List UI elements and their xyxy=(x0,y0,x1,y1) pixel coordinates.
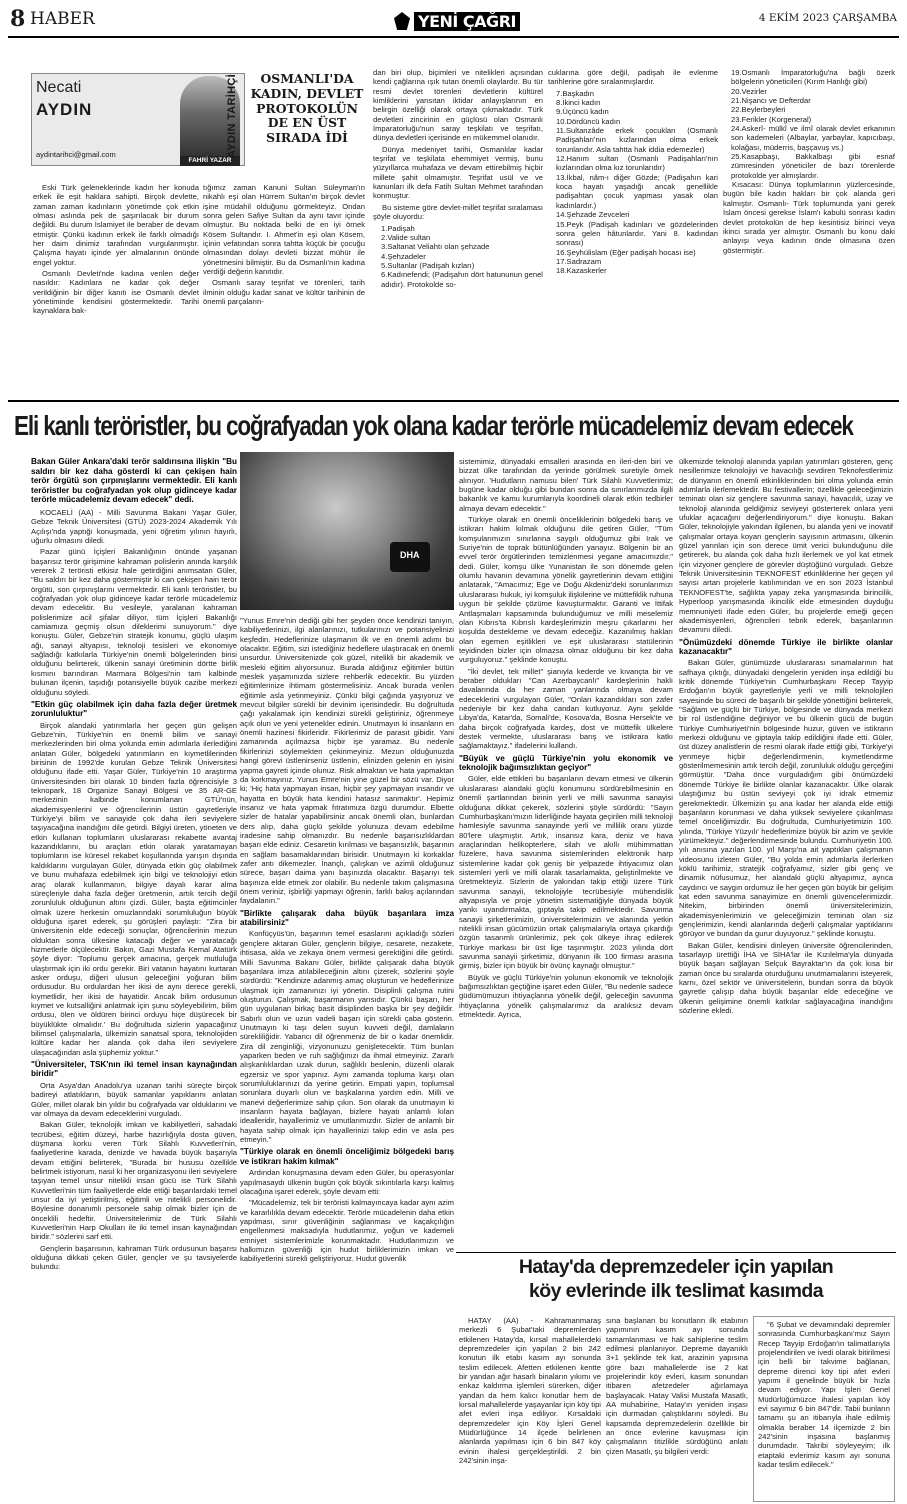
column-body-col2: tığımız zaman Kanuni Sultan Süleyman'ın nikahlı eşi olan Hürrem Sultan'ın birçok devlet işine müdahil olduğunu görmekteyiz. Ondan sonra gelen Safiye Sultan da aynı tavır içinde olmuştur. Bu noktada belki de en iyi örnek Kösem Sultandır. I. Ahmet'in eşi olan Kösem, içinin vefatından sonra tahtta küçük bir çocuğu olmasından dolayı devleti bizzat mühür ile yönetmesini bilmiştir. Bu da Osmanlı'nın kadına verdiği değerin kanıtıdır. Osmanlı saray teşrifat ve törenleri, tarih ilminin olduğu kadar sanat ve kültür tarihinin de önemli parçaların- xyxy=(203,183,365,307)
second-article-col1: HATAY (AA) - Kahramanmaraş merkezli 6 Şubat'taki depremlerden etkilenen Hatay'da, kırsal mahallelerdeki depremzedeler için yapılan 2 bin 242 konutun ilk etabı kasım ayı sonunda teslim edilecek. Afetten etkilenen kentte bir yandan ağır hasarlı binaların yıkımı ve enkaz kaldırma işlemleri sürerken, diğer yandan da hem kalıcı konutlar hem de kırsal mahallelerde yaşayanlar için köy tipi afet evleri inşa ediliyor. Kırsaldaki depremzedeler için Köy İşleri Genel Müdürlüğünce 14 ilçede belirlenen alanlarda yapılması için 6 bin 847 köy evinin ihalesi gerçekleştirildi. 2 bin 242'sinin inşa- xyxy=(459,1316,601,1466)
article-col1: Bakan Güler Ankara'daki terör saldırısına ilişkin "Bu saldırı bir kez daha gösterdi ki can çekişen hain terör örgütü son çırpınışlarını vermektedir. Eli kanlı teröristler bu coğrafyadan yok olup gidinceye kadar terörle mücadelemiz devam edecek" dedi. KOCAELİ (AA) - Milli Savunma Bakanı Yaşar Güler, Gebze Teknik Üniversitesi (GTÜ) 2023-2024 Akademik Yılı Açılışı'nda yaptığı konuşmada, yeni öğretim yılının hayırlı, uğurlu olmasını diledi. Pazar günü İçişleri Bakanlığının önünde yaşanan başarısız terör girişimine kahraman polislerin anında karşılık vererek 2 teröristi etkisiz hale getirdiğini anımsatan Güler, "Bu saldırı bir kez daha göstermiştir ki can çekişen hain terör örgütü, son çırpınışlarını vermektedir. Eli kanlı teröristler, bu coğrafyadan yok olup gidinceye kadar terörle mücadelemiz devam edecektir. Bu vesileyle, yaralanan kahraman polislerimize acil şifalar diliyor, tüm İçişleri Bakanlığı camiamıza geçmiş olsun dileklerimi sunuyorum." diye konuştu. Güler, Gebze'nin stratejik konumu, güçlü ulaşım ağı, sanayi altyapısı, teknoloji tesisleri ve ekonomiye sağladığı katkılarla Türkiye'nin önemli bölgelerinden birisi olduğunu belirterek, ülkenin sanayi üretiminin dörtte birlik kısmını barındıran Marmara Bölgesi'nin tam kalbinde bulunan ilçenin, taşıdığı potansiyelle büyük cazibe merkezi olduğunu söyledi. "Etkin güç olabilmek için daha fazla değer üretmek zorunluluktur" Birçok alandaki yatırımlarla her geçen gün gelişen Gebze'nin, Türkiye'nin en önemli bilim ve sanayi merkezlerinden biri olma yolunda emin adımlarla ilerlediğini anlatan Güler, bölgedeki yatırımların en kıymetlilerinden birisinin de 1992'de kurulan Gebze Teknik Üniversitesi olduğunu ifade etti. Yaşar Güler, Türkiye'nin 10 araştırma üniversitesinden biri olarak 10 binden fazla öğrencisiyle 3 teknopark, 18 Organize Sanayi Bölgesi ve 35 AR-GE merkezinin kalbinde konumlanan GTÜ'nün, akademisyenlerini ve öğrencilerinin üstün gayretleriyle Türkiye'yi bilim ve sanayide çok daha ileri seviyelere taşıyacağına inandığını dile getirdi. Bilgiyi üreten, yöneten ve etkin kullanan toplumların uluslararası rekabette avantaj kazandıklarını, bu araçları etkin olarak yaratamayan toplumların ise küresel rekabet koşullarında yarışın dışında kaldıklarını vurgulayan Güler, dünyada etkin güç olabilmek ve bunu muhafaza edebilmek için bilgi ve teknolojiyi etkin araç olarak kullanmanın, bilgiye dayalı karar alma süreçleriyle daha fazla değer üretmenin, artık tercih değil zorunluluk olduğunun altını çizdi. Güler, başta eğitimcinler olmak üzere herkesin omuzlarındaki sorumluluğun büyük olduğuna işaret ederek, şu görüşleri paylaştı: "Zira bir üniversitenin elde edeceği sonuçlar, öğrencilerinin mezun olduktan sonra ülkesine katacağı değer ve yaratacağı hizmetlerle ölçülecektir. Bakın, Gazi Mustafa Kemal Atatürk şöyle diyor: 'Toplumu gerçek amacına, gerçek mutluluğa ulaştırmak için iki ordu gerekir. Biri vatanın hayatını kurtaran asker orduşu, diğeri ulusun geleceğini yoğuran bilim ordusudur. Bu ordulardan her ikisi de aynı derece gerekli, kıymetlidir, her ikisi de hayatidir. Ancak bilim ordusunun kıymet ve kutsalliğini anlatmak için şunu söyleyebilirim, bilim ordusu, ölen ve öldüren birinci orduyu hiçe düşürecek bir büyüklükte olmalıdır.' Bu doğrultuda sizlerin yapacağınız bilimsel çalışmalarla, ülkemizin sanatsal spora, teknolojiden kültüre kadar her alanda çok daha ileri seviyelere ulaşacağından asla şüphemiz yoktur." "Üniversiteler, TSK'nın iki temel insan kaynağından biridir" Orta Asya'dan Anadolu'ya uzanan tarihi süreçte birçok badireyi atlatıkların, büyük samanlar yapıklarını anlatan Güler, millet olarak bin yıldır bu coğrafyada var olduklarını ve var olmaya da devam edeceklerini vurguladı. Bakan Güler, teknolojik imkan ve kabiliyetleri, sahadaki tecrübesi, eğitim düzeyi, harbe hazırlığıyla dosta güven, düşmana korku veren Türk Silahlı Kuvvetleri'nin, faaliyetlerine karada, denizde ve havada büyük başarıyla devam ettiğini belirterek, "Burada bir hususu özellikle belirtmek istiyorum, nasıl ki her organizasyonu ileri seviyelere taşıyan temel unsur nitelikli insan gücü ise Türk Silahlı Kuvvetleri'nin tüm faaliyetlerde elde ettiği başarılardaki temel unsur da iyi yetiştirilmiş, eğitimli ve nitelikli personelidir. Böylesine donanımlı personele sahip olmak bizler için de önceklili hedeftir. Üniversitelerimiz de Türk Silahlı Kuvvetleri'nin Harp Okulları ile iki temel insan kaynağından biridir." sözlerini sarf etti. Gençlerin başarısının, kahraman Türk ordusunun başarısı olduğuna dikkati çeken Güler, gençler ve şu tavsiyelerde bulundu: xyxy=(31,457,237,1272)
column-bottom-rule xyxy=(8,400,899,402)
column-name-vertical: AYDIN TARİHÇİ xyxy=(226,74,238,158)
newspaper-logo: YENİ ÇAĞRI xyxy=(394,9,522,33)
column-body-col1: Eski Türk geleneklerinde kadın her konuda erkek ile eşit haklara sahipti. Birçok devlette, zaman zaman kadınların yönetimde çok etkin olması aslında pek de şaşırılacak bir durum değildi. Bu durum İslamiyet ile beraber de devam etmiştir. Çünkü kadının erkek ile farklı olmadığı her daim dinimiz tarafından vurgulanmıştır. Çalışma hayatı içinde yer almalarının önünde engel yoktur. Osmanlı Devleti'nde kadına verilen değer nasıldır: Kadınlara ne kadar çok değer verildiğinin bir diğer kanıtı ise Osmanlı devlet yönetiminde kendisini göstermektedir. Tarihi kaynaklara bak- xyxy=(33,183,199,316)
second-article-col3: "6 Şubat ve devamındaki depremler sonrasında Cumhurbaşkanı'mız Sayın Recep Tayyip Erdoğan'ın talimatlarıyla projelendirilen ve ivedi olarak bitirilmesi için belli bir takvime bağlanan, depreme direnci köy tipi afet evleri yapımı il genelinde büyük bir hızla devam ediyor. Yapı İşleri Genel Müdürlüğümüzce ihalesi yapılan köy evi sayımız 6 bin 847'dir. Tabii bunların tamamı şu an itibarıyla ihale edilmiş olmakla beraber 14 ilçemizde 2 bin 242'sinin inşasına başlanmış durumdadır. Takribi söyleyeyim; ilk etaptaki evlerimiz kasım ayı sonuna kadar teslim edilecek." xyxy=(753,1316,895,1502)
second-article-col2: sına başlanan bu konutların ilk etabının yapımının kasım ayı sonunda tamamlanması ve hak sahiplerine teslim edilmesi planlanıyor. Depreme dayanıklı 3+1 şeklinde tek kat, arazinin yapısına göre bazı mahallelerde ise 2 kat projelerindir köy evleri, kasım sonundan itibaren afetzedeler ağırlamaya başlayacak. Hatay Valisi Mustafa Masatlı, AA muhabirine, Hatay'ın yeniden inşası için durmadan çalıştıklarını söyledi. Bu kapsamda depremzedelerin özellikle bir an önce evlerine kavuşması için çalışmaların titizlikle sürdüğünü anlatı çizen Masatlı, şu bilgileri verdi: xyxy=(606,1316,748,1456)
subheading: "Üniversiteler, TSK'nın iki temel insan kaynağından biridir" xyxy=(31,1060,237,1079)
article-col2: "Yunus Emre'nin dediği gibi her şeyden önce kendinizi tanıyın, kabiliyetlerinizi, ilgi alanlarınızı, tutkularınızı ve potansiyelinizi keşfedin. Hedeflerinize ulaşmanın ilk ve en önemli adımı bu olacaktır. Eğitim, sizi istediğiniz hedeflere ulaştıracak en önemli unsurdur. Üniversitenizde çok güzel, nitelikli bir akademik ve mesleki eğitim alıyorsunuz. Burada aldığınız eğitimler bütün meslek yaşamınızda sizlere rehberlik edecektir. Bu yüzden eğitimlerinize ihtimam göstermelisiniz. Ancak burada verilen eğitimle asla yetinmeyiniz. Çünkü bilgi çağında yaşıyoruz ve mevcut bilgiler sürekli bir devinim içerisindedir. Bu doğrultuda çağı yakalamak için kendinizi sürekli geliştiriniz, öğrenmeye açık olun ve yeni yetenekler edinin. Unutmayın ki insanların en önemli hazinesi fikirleridir. Fikirlerimiz de parasıt gibidir. Yani zamanında açılmazsa hiçbir işe yaramaz. Bu nedenle fikirlerinizi söylemekten çekinmeyiniz. Mezun olduğunuzda hangi görevi üstlenirseniz üstlenin, elinizden gelenin en iyisini yapma gayreti içinde olunuz. Risk almaktan ve hata yapmaktan da korkmayınız. Yunus Emre'nin yine güzel bir sözü var. Diyor ki; 'Hiç hata yapmayan insan, hiçbir şey yapmayan insandır ve hayatta en büyük hata kendini hatasız sanmaktır'. Hepimiz insanız ve hata yapmak fıtratımıza özgü durumdur. Elbette sizler de hatalar yapabilirsiniz ancak önemli olan, bunlardan ders alıp, daha güçlü şekilde yolunuza devam edebilme iradesine sahip olmanızdır. Bu nedenle başarısızlıklardan başarı elde ediniz. Cesaretin kırılması ve başarısızlık, başarının en sağlam basamaklarından birisidir. Unutmayın ki korkaklar zafer antı dikemezler. İnançlı, çalışkan ve azimli olduğunuz sürece, başarı daima yanı başınızda olacaktır. Başarıyı tek başınıza elde etmek zor olabilir. Bu nedenle takım çalışmasına önem veriniz, işbirliği yapmayı öğrenin, farklı bakış açılarından faydalanın." "Birlikte çalışarak daha büyük başarılara imza atabilirsiniz" Konfüçyüs'ün, başarının temel esaslarını açıkladığı sözleri gençlere aktaran Güler, gençlerin bilgiye, cesarete, nezakete, ihtisasa, akla ve zekaya önem vermesi gerektiğini dile getirdi. Milli Savunma Bakanı Güler, birlikte çalışarak daha büyük başarılara imza atılabileceğinin altını çizerek, sözlerini şöyle sürdürdü: "Kendinize adanmış amaç oluşturun ve hedeflerinize ulaşmak için zamanınızı iyi yönetin. Disiplinli çalışma rutini oluşturun. Çalışmak, başarmanın yarısıdır. Çünkü başarı, her gün uygulanan birkaç basit disiplinden başka bir şey değildir. Sabırlı olun ve uzun vadeli başarı için sürekli çaba gösterin. Unutmayın ki taşı delen suyun kuvveti değil, damlaların sürekliliğidir. Yabancı dil öğrenmeniz de bir o kadar önemlidir. Zira dil zenginliği, vizyonunuzu genişletecektir. Tüm bunları yaparken beden ve ruh sağlığınızı da ihmal etmeyiniz. Zararlı alışkanlıklardan uzak durun, sağlıklı beslenin, düzenli olarak egzersiz ve spor yapınız. Aynı zamanda topluma karşı olan sorumluluklarınızı da yerine getirin. Empati yapın, toplumsal sorunlara duyarlı olun ve başkalarına yardım edin. Milli ve manevi değerlerimize sahip çıkın. Son olarak da unutmayın ki insanların hayata bağlayan, bizlere hayatı anlamlı kılan idealleridir, hayallerimiz ve umutlarımızdır. Sizler de anlamlı bir hayata sahip olmak için hayallerinizi takip edin ve asla pes etmeyin." "Türkiye olarak en önemli önceliğimiz bölgedeki barış ve istikrarı hakim kılmak" Ardından konuşmasına devam eden Güler, bu operasyonlar yapılmasaydı ülkenin bugün çok büyük sıkıntılarla karşı kalmış olacağına işaret ederek, şöyle devam etti: "Mücadelemiz, tek bir teröristi kalmayıncaya kadar aynı azim ve kararlılıkla devam edecektir. Terörle mücadelenin daha etkin yapılması, sınır güvenliğinin sağlanması ve kaçakçılığın engellenmesi maksadıyla hudutlarımız, yoğun ve kademeli emniyet sistemlerimizle korunmaktadır. Hudutlarımızın ve halkımızın güvenliği için hudut birliklerimizin imkan ve kabiliyetlerini sürekli geliştiriyoruz. Hudut güvenlik xyxy=(240,616,454,1264)
page-number: 8 xyxy=(10,6,26,32)
subheading: "Birlikte çalışarak daha büyük başarılara imza atabilirsiniz" xyxy=(240,908,454,928)
columnist-first-name: Necati xyxy=(36,79,82,96)
subheading: "Türkiye olarak en önemli önceliğimiz bölgedeki barış ve istikrarı hakim kılmak" xyxy=(240,1147,454,1166)
subheading: "Büyük ve güçlü Türkiye'nin yolu ekonomik ve teknolojik bağımsızlıktan geçiyor" xyxy=(459,753,673,773)
article-col4: ülkemizde teknoloji alanında yapılan yatırımları gösteren, genç nesillerimize teknolojiyi ve havacılığı sevdiren Teknofestlerimiz de dünyanın en önemli etkinliklerinden biri olma yolunda emin adımlarla ilerlemektedir. Bu festivallerin; özellikle geleceğimizin teminatı olan siz gençlere savunma sanayi, havacılık, uzay ve teknoloji alanında geldiğimiz seviyeyi gösterterek onlara yeni ufuklar açacağını değerlendiriyorum." diye konuştu. Bakan Güler, teknolojiyle yakından ilgilenen, bu alanda yeni ve inovatif çalışmalar ortaya koyan gençlerin sayısının artmasını, ülkenin güzel yarınları için son derece ümit verici bulunduğunu dile getirerek, bu alanda çok daha hızlı ilerlemek ve yol kat etmek için vizyoner gençlere de görevler düştüğünü vurguladı. Gebze Teknik Üniversitesinin TEKNOFEST etkinliklerine her geçen yıl sayısı artan projelerle katılımından ve en son 2023 İstanbul TEKNOFEST'te, sağlıkta yapay zeka yarışmasında birincilik, Hyperloop yarışmasında ikincilik elde etmesinden duyduğu memnuniyeti ifade eden Güler, bu projelerde emeği geçen akademisyenleri, öğrencileri tebrik ederek, başarılarının devamını diledi. "Önümüzdeki dönemde Türkiye ile birlikte olanlar kazanacaktır" Bakan Güler, günümüzde uluslararası sınamalarının hat safhaya çıktığı, dünyadaki dengelerin yeniden inşa edildiği bu kritik dönemde Türkiye'nin Cumhurbaşkanı Recep Tayyip Erdoğan'ın büyük gayretleriyle yerli ve milli teknolojileri sayesinde bu süreci de başarılı bir şekilde yönettiğini belirterek, "Sağlam ve güçlü bir Türkiye, bölgesinde ve dünyada merkezi bir rol üstlendiğine değiniyor ve bu ülkenin gücü de bugün Türkiye Cumhuriyeti'nin bölgesinde huzur, güven ve istikrarın merkezi olduğunu ve giptayla takip edildiğini ifade etti. Güler, üst düzey analistlerin de resmi olarak ifade ettiği gibi, Türkiye'yi yenmeye hiçbir değerlendirmenin, kıymetlendirme gösterilmemesinin artık tercih değil, zorunluluk olduğu gerçeğini görmüştür. "Daha önce vurguladığım gibi önümüzdeki dönemde Türkiye ile birlikte olanlar kazanacaktır. Ülke olarak ulaştığımız bu üstün seviyeyi çok iyi idrak etmemiz gerekmektedir. Ülkemizin şu ana kadar her alanda elde ettiği başarıların korunması ve daha yüksek seviyelere çıkarılması temel önceliğimizdir. Bu doğrultuda, Cumhuriyetimizin 100. yılında, 'Türkiye Yüzyılı' hedeflerimize büyük bir azim ve şevkle yürümekteyiz." değerlendirmesinde bulundu. Cumhuriyetin 100. yılı anısına yazılan 100. yıl Marşı'na ait yaptıkları çalışmanın videosunu izleten Güler, "Bu yolda emin adımlarla ilerlerken köklü tarihimiz, stratejik coğrafyamız, sizler gibi genç ve dinamik nüfusumuz, her alandaki güçlü altyapımız, ayrıca caydırıcı ve saygın ordumuz ile her geçen gün büyük bir gelişim kat eden savunma sanayimize en önemli güvencelerimizdir. Nitekim, birbirinden önemli üniversitelerimizin, akademisyenlerimizin ve geleceğimizin teminatı olan siz gençlerimizin, kendi alanlarında değerli çalışmalar yaptıklarını görüyor ve bundan da gurur duyuyoruz." şeklinde konuştu. Bakan Güler, kendisini dinleyen üniversite öğrencilerinden, tasarlayıp ürettiği İHA ve SİHA'lar ile Kızılelma'yla dünyada büyük başarı sağlayan Selçuk Bayraktar'ın da çok kısa bir zaman önce bu sıralarda oturduğunu unutmamalarını isteyerek, karnı, özel sektör ve üniversitelerin, bundan sonra da büyük gayretle çalışıp daha büyük başarılar elde edeceğine ve ülkenin gelişimine önemli katkılar sağlayacağına inandığını sözlerine ekledi. xyxy=(679,457,893,1016)
section-label: HABER xyxy=(30,9,95,29)
logo-emblem-icon xyxy=(394,12,410,30)
column-title: OSMANLI'DA KADIN, DEVLET PROTOKOLÜN DE EN ÜST SIRADA İDİ xyxy=(250,71,364,146)
column-body-col4: cuklarına göre değil, padişah ile evlenme tarihlerine göre sıralanmışlardır. 7.Başkadın 8.İkinci kadın 9.Üçüncü kadın 10.Dördüncü kadın 11.Sultanzâde erkek çocukları (Osmanlı Padişahları'nın kızlarından olma erkek torunlarıdır. Asla tahtta hak iddia edemezler) 12.Hanım sultan (Osmanlı Padişahları'nın kızlarından olma kız torunlarıdır) 13.İkbal, nâm-ı diğer Gözde; (Padişahın kari koca hayatı yaşadığı ancak genellikle padişahtan çocuk yapması yasak olan kadınlardır.) 14.Şehzade Zevceleri 15.Peyk (Padişah kadınları ve gözdelerinden sonra gelen hâtunlardır. Yani 8. kadından sonrası) 16.Şeyhülislam (Eğer padişah hocası ise) 17.Sadrazam 18.Kazaskerler xyxy=(548,68,718,276)
article-photo xyxy=(240,452,454,610)
issue-date: 4 EKİM 2023 ÇARŞAMBA xyxy=(758,12,897,24)
article-lead: Bakan Güler Ankara'daki terör saldırısına ilişkin "Bu saldırı bir kez daha gösterdi ki can çekişen hain terör örgütü son çırpınışlarını vermektedir. Eli kanlı teröristler bu coğrafyadan yok olup gidinceye kadar terörle mücadelemiz devam edecek" dedi. xyxy=(31,457,237,505)
second-article-title: Hatay'da depremzedeler için yapılan köy evlerinde ilk teslimat kasımda xyxy=(518,1256,834,1302)
subheading: "Önümüzdeki dönemde Türkiye ile birlikte olanlar kazanacaktır" xyxy=(679,637,893,656)
column-body-col5: 19.Osmanlı İmparatorluğu'na bağlı özerk bölgelerin yöneticileri (Kırım Hanlığı gibi) 20.Vezirler 21.Nişancı ve Defterdar 22.Beylerbeyleri 23.Ferikler (Korgeneral) 24.Askerî- mülkî ve ilmî olarak devlet erkanının son kademeleri (Albaylar, yarbaylar, kapıcıbaşı, kolağası, müderris, başçavuş vs.) 25.Kasapbaşı, Bakkalbaşı gibi esnaf zümresinden yöneticiler de bazı törenlerde protokolde yer almışlardır. Kısacası: Dünya toplumlarının yüzlercesinde, bugün bile kadın hakları bir çok alanda geri kalmıştır. Osmanlı- Türk toplumunda yani gerek İslam öncesi gerekse İslam'ı kabulü sonrası kadın devlet protokolün de hep kesintisiz birinci veya ikinci sırada yer almıştır. Osmanlı bu konu daki anlayışı veya kadının önde olmasına özen göstermiştir. xyxy=(723,68,895,255)
second-article-rule xyxy=(456,1252,896,1253)
article-col3: sistemimiz, dünyadaki emsalleri arasında en ileri-den biri ve bizzat ülke tarafından da yerinde görülmek suretiyle örnek alınıyor. 'Hudutların namusu bilen' Türk Silahlı Kuvvetlerimiz; bugüne kadar olduğu gibi bundan sonra da sınırlarımızda ilgili bakanlık ve kamu kurumlarıyla koordineli olarak etkin tedbirler almaya devam edecektir." Türkiye olarak en önemli önceliklerinin bölgedeki barış ve istikrarı hakim kılmak olduğunu dile getiren Güler, "Tüm komşularımızın sınırlarına saygılı olduğumuz gibi Irak ve Suriye'nin de toprak bütünlüğünden yanayız. Bölgenin bir an evvel terör örgütlerinden temizlenmesi yegane amacımızdır." dedi. Güler, komşu ülke Yunanistan ile son dönemde gelen olumlu havanın devamına yönelik gayretlerinin devam ettiğini anlatarak, "Amacımız; Ege ve Doğu Akdeniz'deki sorunlarımızı uluslararası hukuk, iyi komşuluk ilişkilerine ve müttefiklik ruhuna uygun bir şekilde çözüme kavuşturmaktır. Garanti ve İttifak Antlaşmaları kapsamında bulunduğumuz ve milli meselemiz olan Kıbrıs'ta Kıbrıslı kardeşlerimizin meşru çıkarlarını her koşulda destekleme ve devam edeceğiz. Kazanılmış hakları olan egemen eşitlikleri ve eşit uluslararası statülerinin teyidinden bizler için olmazsa olmaz olduğunu bir kez daha vurguluyoruz." şeklinde konuştu. "İki devlet, tek millet" şianıyla kederde ve kıvançta bir ve beraber oldukları "Can Azerbaycanlı" kardeşlerinin haklı davalarında da her zaman yanlarında olmaya devam edeceklerini vurgulayan Güler, "Onları kazandıkları son zafer nedeniyle bir kez daha candan kutluyoruz. Aynı şekilde Libya'da, Katar'da, Somali'de, Kosova'da, Bosna Hersek'te ve daha birçok coğrafyada kardeş, dost ve müttefik ülkelere destek vermekte, uluslararası barış ve istikrara katkı sağlamaktayız." ifadelerini kullandı. "Büyük ve güçlü Türkiye'nin yolu ekonomik ve teknolojik bağımsızlıktan geçiyor" Güler, elde ettikleri bu başarıların devam etmesi ve ülkenin uluslararası alandaki güçlü konumunu sürdürebilmesinin en önemli şartlarından birinin yerli ve milli savunma sanayisi olduğuna dikkat çekerek, sözlerini şöyle sürdürdü: "Sayın Cumhurbaşkanı'mızın liderliğinde hayata geçirilen milli teknoloji hamlesiyle savunma sanayinde yerli ve millilik oranı yüzde 80'lere ulaşmıştır. Artık, insansız kara, deniz ve hava araçlarından helikopterlere, silah ve akıllı mühimmattan füzelere, hava savunma sistemlerinden elektronik harp sistemlerine kadar çok geniş bir yelpazede ihtiyacımız olan sistemleri yerli ve milli olarak tasarlamakta, geliştirilmekte ve üretmekteyiz. Sizlerin de yakından takip ettiği üzere Türk savunma sanayii, teknolojiyle tecrübesiyle mühendislik altyapısıyla ve proje yönetim sistematiğiyle dünyada büyük yankı uyandırmakta, gıptayla takip edilmektedir. Savunma sanayii şirketlerimizin, üniversitelerimizin ve alanında yetkin nitelikli insan gücümüzün ortak çalışmalarıyla ortaya çıkardığı özgün tasarımlı ürünlerimiz, pek çok ülkeye ihraç edilerek Türkiye markası bir üst lige taşınmıştır. 2023 yılında dört savunma sanayii şirketimiz, dünyanın ilk 100 firması arasına girmiş, bizler için büyük bir övünç kaynağı olmuştur." Büyük ve güçlü Türkiye'nin yolunun ekonomik ve teknolojik bağımsızlıktan geçtiğine işaret eden Güler, "Bu nedenle sadece güdümümuzun ihtiyaçlarına yönelik değil, geleceğin savunma ihtiyaçlarına yönelik çalışmalarımız da aralıksız devam etmektedir. Ayrıca, xyxy=(459,457,673,1020)
masthead-rule xyxy=(8,36,899,38)
column-body-col3: dan biri olup, biçimleri ve nitelikleri açısından kendi çağlarına ışık tutan önemli olaylardır. Bu tür resmi devlet törenleri devletlerin kültürel kimliklerini yansıtan iktidar anlayışlarının en belirgin özelliği olarak ortaya çıkmaktadır. Türk devletleri zincirinin en güçlüsü olan Osmanlı İmparatorluğu'nun saray teşkilatı ve teşrifatı, dünya devletleri içerisinde en mükemmel olanıdır. Dünya medeniyet tarihi, Osmanlılar kadar teşrifat ve teşkilata ehemmiyet vermiş, bunu yüzyıllarca muhafaza ve devam ettirebilmiş hiçbir millete şahit olmamıştır. Teşrifat usül ve ve kanunları ilk defa Fatih Sultan Mehmet tarafından konmuştur. Bu sisteme göre devlet-millet teşrifat sıralaması şöyle oluyordu: 1.Padişah 2.Valide sultan 3.Saltanat Veliahtı olan şehzade 4.Şehzadeler 5.Sultanlar (Padişah kızları) 6.Kadınefendi; (Padişahın dört hatununun genel adıdır). Protokolde so- xyxy=(373,68,543,289)
columnist-email: aydintarihci@gmail.com xyxy=(36,150,116,159)
columnist-header xyxy=(31,73,245,166)
columnist-last-name: AYDIN xyxy=(36,100,93,119)
photo-credit: DHA xyxy=(400,550,420,560)
subheading: "Etkin güç olabilmek için daha fazla değer üretmek zorunluluktur" xyxy=(31,699,237,719)
main-headline: Eli kanlı teröristler, bu coğrafyadan yok olana kadar terörle mücadelemiz devam edecek xyxy=(14,410,853,441)
columnist-photo-caption: FAHRİ YAZAR xyxy=(180,156,240,166)
